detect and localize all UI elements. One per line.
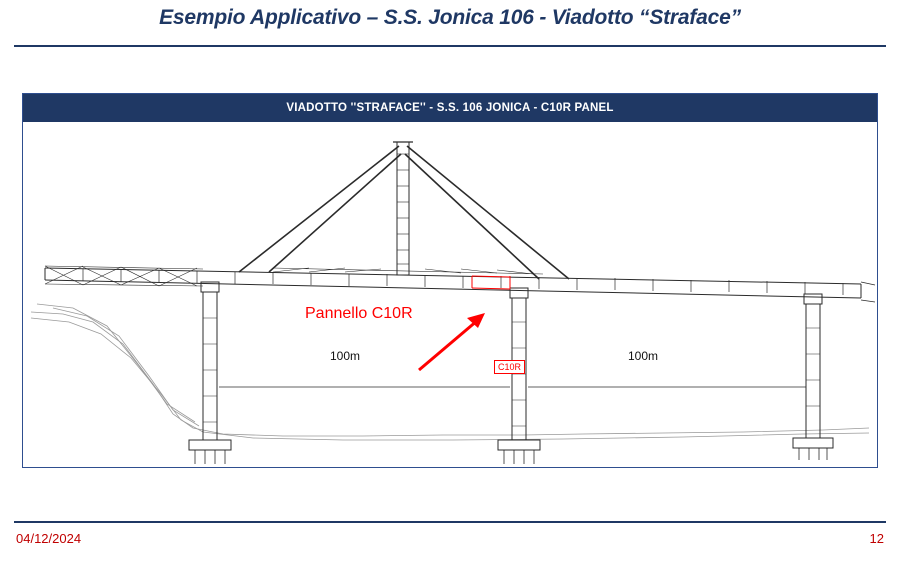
span-left-label: 100m (330, 349, 361, 363)
figure-header-title: VIADOTTO ''STRAFACE'' - S.S. 106 JONICA - C10R PANEL (23, 94, 877, 122)
callout-arrow (419, 313, 485, 370)
footer-date: 04/12/2024 (16, 531, 82, 546)
panel-tag-label: C10R (494, 360, 525, 374)
panel-highlight-group (472, 276, 510, 289)
title-divider (14, 45, 886, 47)
bridge-drawing-svg (23, 122, 877, 468)
footer-divider (14, 521, 886, 523)
page-title: Esempio Applicativo – S.S. Jonica 106 - Viadotto “Straface” (159, 6, 741, 29)
footer-page-number: 12 (869, 531, 884, 546)
deck-girder-group (45, 266, 875, 302)
bridge-elevation-drawing (23, 122, 877, 468)
mast-and-stays-group (239, 142, 569, 279)
figure-container (22, 93, 878, 468)
span-right-label: 100m (628, 349, 659, 363)
callout-label: Pannello C10R (305, 305, 413, 322)
terrain-profile-group (31, 304, 869, 440)
